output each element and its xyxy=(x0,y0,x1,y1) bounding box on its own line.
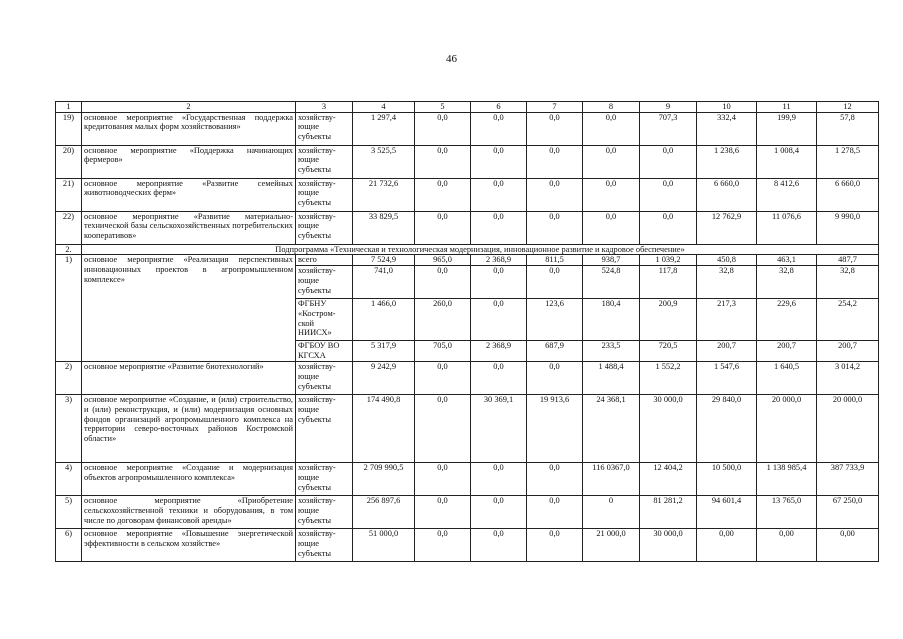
header-row xyxy=(56,102,879,113)
row-description: основное мероприятие «Реализация перспективных инновационных проектов в агропромышленном комплексе» xyxy=(82,255,296,362)
row-value: 0,0 xyxy=(583,211,640,244)
row-value: 387 733,9 xyxy=(817,463,879,496)
row-value: 0,0 xyxy=(583,112,640,145)
row-value: 0,0 xyxy=(527,496,583,529)
row-value: 0,0 xyxy=(415,211,471,244)
row-description: основное мероприятие «Государственная поддержка кредитования малых форм хозяйствования» xyxy=(82,112,296,145)
row-value: 200,9 xyxy=(640,299,697,341)
row-description: основное мероприятие «Поддержка начинающих фермеров» xyxy=(82,145,296,178)
row-value: 0,0 xyxy=(415,266,471,299)
row-entity: хозяйству- ющие субъекты xyxy=(296,496,353,529)
row-value: 200,7 xyxy=(817,341,879,362)
row-value: 32,8 xyxy=(757,266,817,299)
column-header: 4 xyxy=(353,102,415,113)
row-value: 487,7 xyxy=(817,255,879,266)
table-row xyxy=(56,463,879,496)
table-row xyxy=(56,145,879,178)
row-value: 0,0 xyxy=(415,463,471,496)
row-value: 0,0 xyxy=(471,266,527,299)
row-value: 9 990,0 xyxy=(817,211,879,244)
row-entity: хозяйству- ющие субъекты xyxy=(296,112,353,145)
column-header: 8 xyxy=(583,102,640,113)
row-value: 0,0 xyxy=(527,211,583,244)
row-value: 256 897,6 xyxy=(353,496,415,529)
table-row xyxy=(56,529,879,562)
row-value: 1 640,5 xyxy=(757,362,817,395)
row-value: 32,8 xyxy=(817,266,879,299)
row-value: 965,0 xyxy=(415,255,471,266)
row-number: 2) xyxy=(56,362,82,395)
table-row xyxy=(56,112,879,145)
row-value: 0,0 xyxy=(527,112,583,145)
row-value: 116 0367,0 xyxy=(583,463,640,496)
row-value: 21 000,0 xyxy=(583,529,640,562)
row-value: 1 138 985,4 xyxy=(757,463,817,496)
row-entity: ФГБОУ ВО КГСХА xyxy=(296,341,353,362)
row-value: 720,5 xyxy=(640,341,697,362)
row-description: основное мероприятие «Приобретение сельскохозяйственной техники и оборудования, в том числе по договорам финансовой аренды» xyxy=(82,496,296,529)
row-value: 0,0 xyxy=(640,211,697,244)
row-number: 20) xyxy=(56,145,82,178)
row-value: 0 xyxy=(583,496,640,529)
table-row xyxy=(56,211,879,244)
row-value: 0,0 xyxy=(471,178,527,211)
row-value: 12 404,2 xyxy=(640,463,697,496)
row-value: 1 238,6 xyxy=(697,145,757,178)
column-header: 6 xyxy=(471,102,527,113)
row-entity: хозяйству- ющие субъекты xyxy=(296,395,353,463)
row-value: 0,0 xyxy=(415,362,471,395)
row-value: 8 412,6 xyxy=(757,178,817,211)
row-entity: хозяйству- ющие субъекты xyxy=(296,145,353,178)
column-header: 5 xyxy=(415,102,471,113)
row-value: 260,0 xyxy=(415,299,471,341)
row-value: 180,4 xyxy=(583,299,640,341)
row-value: 0,0 xyxy=(527,529,583,562)
row-description: основное мероприятие «Развитие биотехнологий» xyxy=(82,362,296,395)
row-value: 0,0 xyxy=(527,362,583,395)
row-value: 0,0 xyxy=(527,145,583,178)
row-value: 51 000,0 xyxy=(353,529,415,562)
row-entity: хозяйству- ющие субъекты xyxy=(296,211,353,244)
row-entity: хозяйству- ющие субъекты xyxy=(296,178,353,211)
row-value: 0,0 xyxy=(583,145,640,178)
row-value: 0,0 xyxy=(415,178,471,211)
row-description: основное мероприятие «Повышение энергетической эффективности в сельском хозяйстве» xyxy=(82,529,296,562)
row-value: 0,00 xyxy=(757,529,817,562)
row-value: 30 000,0 xyxy=(640,395,697,463)
row-value: 24 368,1 xyxy=(583,395,640,463)
column-header: 9 xyxy=(640,102,697,113)
row-value: 2 368,9 xyxy=(471,341,527,362)
row-entity: хозяйству- ющие субъекты xyxy=(296,266,353,299)
row-value: 67 250,0 xyxy=(817,496,879,529)
row-value: 0,0 xyxy=(471,463,527,496)
row-value: 117,8 xyxy=(640,266,697,299)
column-header: 12 xyxy=(817,102,879,113)
row-value: 29 840,0 xyxy=(697,395,757,463)
row-value: 0,00 xyxy=(697,529,757,562)
row-value: 13 765,0 xyxy=(757,496,817,529)
row-value: 199,9 xyxy=(757,112,817,145)
row-value: 1 008,4 xyxy=(757,145,817,178)
table-row xyxy=(56,496,879,529)
row-value: 20 000,0 xyxy=(757,395,817,463)
row-value: 0,0 xyxy=(471,362,527,395)
row-entity: хозяйству- ющие субъекты xyxy=(296,463,353,496)
row-entity: хозяйству- ющие субъекты xyxy=(296,529,353,562)
row-value: 217,3 xyxy=(697,299,757,341)
row-entity: хозяйству- ющие субъекты xyxy=(296,362,353,395)
row-value: 6 660,0 xyxy=(697,178,757,211)
row-value: 811,5 xyxy=(527,255,583,266)
row-value: 705,0 xyxy=(415,341,471,362)
row-value: 123,6 xyxy=(527,299,583,341)
column-header: 11 xyxy=(757,102,817,113)
row-value: 0,0 xyxy=(415,112,471,145)
row-value: 19 913,6 xyxy=(527,395,583,463)
column-header: 1 xyxy=(56,102,82,113)
row-value: 7 524,9 xyxy=(353,255,415,266)
row-value: 30 000,0 xyxy=(640,529,697,562)
row-number: 21) xyxy=(56,178,82,211)
row-value: 463,1 xyxy=(757,255,817,266)
row-number: 19) xyxy=(56,112,82,145)
row-number: 6) xyxy=(56,529,82,562)
row-value: 20 000,0 xyxy=(817,395,879,463)
row-value: 0,0 xyxy=(471,112,527,145)
row-value: 687,9 xyxy=(527,341,583,362)
row-value: 57,8 xyxy=(817,112,879,145)
row-description: основное мероприятие «Развитие семейных животноводческих ферм» xyxy=(82,178,296,211)
row-value: 1 547,6 xyxy=(697,362,757,395)
row-value: 0,0 xyxy=(471,496,527,529)
column-header: 3 xyxy=(296,102,353,113)
row-value: 0,0 xyxy=(471,145,527,178)
row-value: 0,0 xyxy=(415,496,471,529)
row-description: основное мероприятие «Создание и модернизация объектов агропромышленного комплекса» xyxy=(82,463,296,496)
row-number: 4) xyxy=(56,463,82,496)
row-value: 1 466,0 xyxy=(353,299,415,341)
section-title: Подпрограмма «Техническая и технологическая модернизация, инновационное развитие и кадровое обеспечение» xyxy=(82,244,879,255)
row-value: 332,4 xyxy=(697,112,757,145)
row-value: 174 490,8 xyxy=(353,395,415,463)
row-number: 3) xyxy=(56,395,82,463)
row-value: 0,0 xyxy=(527,463,583,496)
row-value: 0,0 xyxy=(415,529,471,562)
row-value: 254,2 xyxy=(817,299,879,341)
row-value: 0,0 xyxy=(415,395,471,463)
row-value: 2 368,9 xyxy=(471,255,527,266)
page-number: 46 xyxy=(446,53,457,65)
row-value: 200,7 xyxy=(757,341,817,362)
row-value: 94 601,4 xyxy=(697,496,757,529)
row-value: 11 076,6 xyxy=(757,211,817,244)
row-value: 3 525,5 xyxy=(353,145,415,178)
row-value: 0,0 xyxy=(527,266,583,299)
row-value: 9 242,9 xyxy=(353,362,415,395)
row-value: 1 297,4 xyxy=(353,112,415,145)
row-value: 0,0 xyxy=(471,299,527,341)
table-row xyxy=(56,178,879,211)
row-value: 938,7 xyxy=(583,255,640,266)
section-row xyxy=(56,244,879,255)
row-value: 3 014,2 xyxy=(817,362,879,395)
row-number: 1) xyxy=(56,255,82,362)
row-value: 81 281,2 xyxy=(640,496,697,529)
row-value: 6 660,0 xyxy=(817,178,879,211)
row-value: 1 488,4 xyxy=(583,362,640,395)
row-number: 22) xyxy=(56,211,82,244)
column-header: 2 xyxy=(82,102,296,113)
row-value: 0,0 xyxy=(527,178,583,211)
row-value: 2 709 990,5 xyxy=(353,463,415,496)
row-value: 10 500,0 xyxy=(697,463,757,496)
row-value: 0,0 xyxy=(640,145,697,178)
row-value: 1 552,2 xyxy=(640,362,697,395)
row-value: 32,8 xyxy=(697,266,757,299)
row-entity: всего xyxy=(296,255,353,266)
row-value: 741,0 xyxy=(353,266,415,299)
budget-table xyxy=(55,101,879,562)
row-value: 233,5 xyxy=(583,341,640,362)
section-number: 2. xyxy=(56,244,82,255)
row-value: 1 039,2 xyxy=(640,255,697,266)
row-value: 0,00 xyxy=(817,529,879,562)
row-value: 0,0 xyxy=(415,145,471,178)
row-value: 12 762,9 xyxy=(697,211,757,244)
row-value: 0,0 xyxy=(471,211,527,244)
row-value: 21 732,6 xyxy=(353,178,415,211)
column-header: 7 xyxy=(527,102,583,113)
row-value: 229,6 xyxy=(757,299,817,341)
row-number: 5) xyxy=(56,496,82,529)
row-value: 30 369,1 xyxy=(471,395,527,463)
row-description: основное мероприятие «Создание, и (или) строительство, и (или) реконструкция, и (или) модернизация основных фондов организаций агропромышленного комплекса на территории северо-восточных районов Костромской области» xyxy=(82,395,296,463)
row-value: 0,0 xyxy=(471,529,527,562)
row-value: 707,3 xyxy=(640,112,697,145)
row-value: 1 278,5 xyxy=(817,145,879,178)
row-description: основное мероприятие «Развитие материально-технической базы сельскохозяйственных потребительских кооперативов» xyxy=(82,211,296,244)
row-value: 450,8 xyxy=(697,255,757,266)
table-row xyxy=(56,395,879,463)
row-value: 0,0 xyxy=(583,178,640,211)
row-value: 5 317,9 xyxy=(353,341,415,362)
row-value: 524,8 xyxy=(583,266,640,299)
column-header: 10 xyxy=(697,102,757,113)
row-value: 33 829,5 xyxy=(353,211,415,244)
table-row xyxy=(56,362,879,395)
row-value: 200,7 xyxy=(697,341,757,362)
row-value: 0,0 xyxy=(640,178,697,211)
row-entity: ФГБНУ «Костром- ской НИИСХ» xyxy=(296,299,353,341)
table-row xyxy=(56,255,879,266)
